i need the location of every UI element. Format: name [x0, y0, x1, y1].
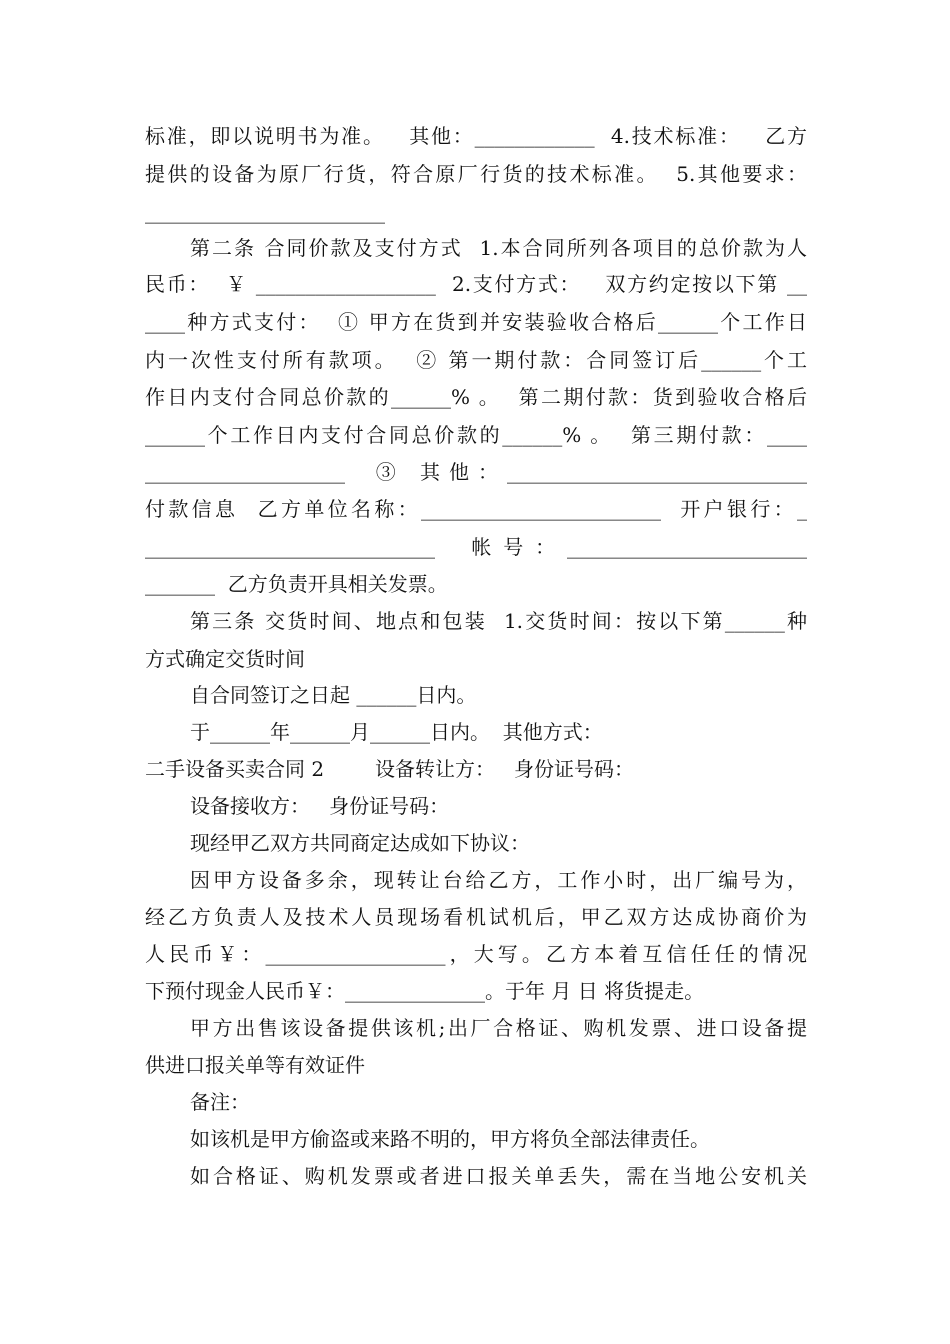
text-line: 供进口报关单等有效证件	[145, 1053, 365, 1077]
text-line: 标准，即以说明书为准。 其他：____________ 4.技术标准： 乙方	[145, 124, 807, 148]
text-line: 内一次性支付所有款项。 ② 第一期付款：合同签订后______个工	[145, 348, 807, 372]
text-line: ________________________	[145, 200, 385, 224]
text-line: 甲方出售该设备提供该机;出厂合格证、购机发票、进口设备提	[190, 1016, 807, 1040]
text-line: 设备接收方： 身份证号码：	[190, 794, 450, 818]
text-line: 因甲方设备多余，现转让台给乙方，工作小时，出厂编号为，	[190, 868, 807, 892]
text-line: ____种方式支付： ① 甲方在货到并安装验收合格后______个工作日	[145, 310, 807, 334]
text-line: 下预付现金人民币￥：______________。于年 月 日 将货提走。	[145, 979, 705, 1003]
text-line: 第三条 交货时间、地点和包装 1.交货时间：按以下第______种	[190, 609, 807, 633]
text-line: _______ 乙方负责开具相关发票。	[145, 572, 448, 596]
text-line: 作日内支付合同总价款的______% 。 第二期付款：货到验收合格后	[145, 385, 807, 409]
text-line: 二手设备买卖合同 2 设备转让方： 身份证号码：	[145, 757, 635, 781]
text-line: 如该机是甲方偷盗或来路不明的，甲方将负全部法律责任。	[190, 1127, 710, 1151]
text-line: 付款信息 乙方单位名称：________________________ 开户银行：_	[145, 497, 807, 521]
text-line: 于______年______月______日内。 其他方式：	[190, 720, 603, 744]
text-line: 人民币￥：__________________，大写。乙方本着互信任任的情况	[145, 942, 807, 966]
text-line: 第二条 合同价款及支付方式 1.本合同所列各项目的总价款为人	[190, 236, 807, 260]
text-line: _____________________________ 帐号：________________________	[145, 535, 807, 559]
text-line: 方式确定交货时间	[145, 647, 305, 671]
text-line: 备注：	[190, 1090, 250, 1114]
text-line: 现经甲乙双方共同商定达成如下协议：	[190, 831, 530, 855]
text-line: 自合同签订之日起 ______日内。	[190, 683, 477, 707]
text-line: 民币： ￥ __________________ 2.支付方式： 双方约定按以下第 __	[145, 272, 807, 296]
text-line: ____________________ ③ 其他：______________________________	[145, 460, 807, 484]
text-line: 如合格证、购机发票或者进口报关单丢失，需在当地公安机关	[190, 1164, 807, 1188]
text-line: 提供的设备为原厂行货，符合原厂行货的技术标准。 5.其他要求：	[145, 162, 807, 186]
text-line: 经乙方负责人及技术人员现场看机试机后，甲乙双方达成协商价为	[145, 905, 807, 929]
text-line: ______个工作日内支付合同总价款的______% 。 第三期付款：____	[145, 423, 807, 447]
